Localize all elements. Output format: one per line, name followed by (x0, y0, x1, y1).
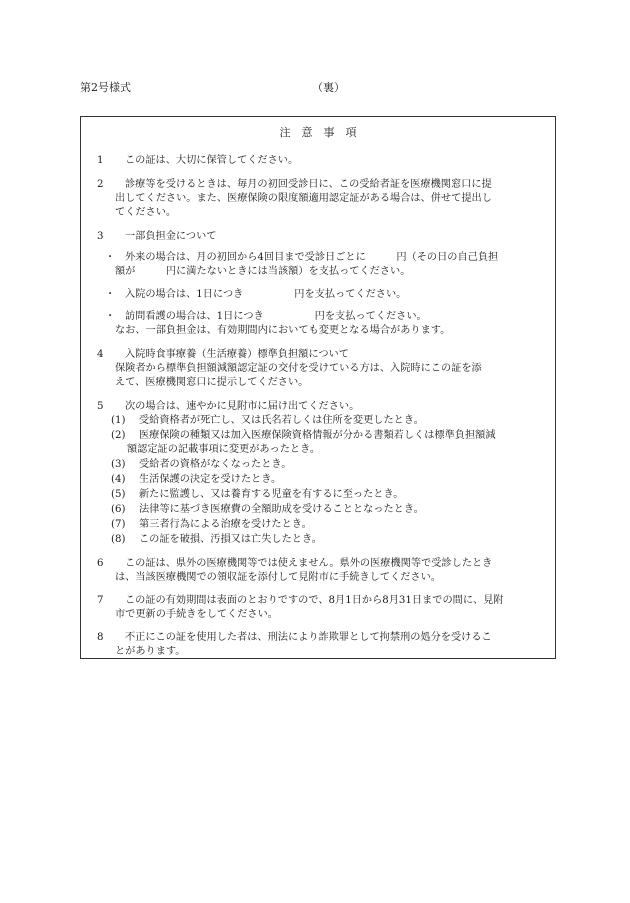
bullet-text: 外来の場合は、月の初回から4回目まで受診日ごとに 円（その日の自己負担 (125, 252, 499, 263)
sub-item-text: 額認定証の記載事項に変更があったとき。 (127, 444, 321, 455)
bullet-mark: ・ (105, 252, 116, 263)
form-number: 第2号様式 (80, 81, 131, 94)
sub-item-text: 生活保護の決定を受けたとき。 (139, 474, 282, 485)
sub-item-number: (7) (111, 519, 126, 530)
item-number: 1 (97, 155, 104, 166)
item-text: えて、医療機関窓口に提示してください。 (115, 377, 309, 388)
sub-item-text: 受給資格者が死亡し、又は氏名若しくは住所を変更したとき。 (139, 415, 424, 426)
item-number: 5 (97, 401, 104, 412)
item-number: 4 (97, 349, 104, 360)
item-text: とがあります。 (115, 646, 186, 657)
item-text: 一部負担金について (125, 231, 217, 242)
item-text: 不正にこの証を使用した者は、刑法により詐欺罪として拘禁刑の処分を受けるこ (125, 632, 492, 643)
sub-item-number: (3) (111, 459, 126, 470)
bullet-text: 額が 円に満たないときには当該額）を支払ってください。 (115, 266, 411, 277)
sub-item-number: (8) (111, 534, 126, 545)
sub-item-text: 法律等に基づき医療費の全額助成を受けることとなったとき。 (139, 504, 424, 515)
sub-item-text: 第三者行為による治療を受けたとき。 (139, 519, 312, 530)
reverse-side-label: （裏） (312, 81, 345, 94)
bullet-mark: ・ (105, 289, 116, 300)
sub-item-number: (2) (111, 430, 126, 441)
bullet-text: なお、一部負担金は、有効期間内においても変更となる場合があります。 (115, 325, 451, 336)
item-text: この証の有効期間は表面のとおりですので、8月1日から8月31日までの間に、見附 (125, 595, 504, 606)
notice-title: 注 意 事 項 (279, 126, 357, 139)
item-text: 次の場合は、速やかに見附市に届け出てください。 (125, 401, 360, 412)
item-text: この証は、大切に保管してください。 (125, 155, 299, 166)
sub-item-text: 医療保険の種類又は加入医療保険資格情報が分かる書類若しくは標準負担額減 (139, 430, 496, 441)
sub-item-number: (1) (111, 415, 126, 426)
sub-item-number: (5) (111, 489, 126, 500)
notice-box (80, 116, 556, 659)
item-number: 3 (97, 231, 104, 242)
item-text: 出してください。また、医療保険の限度額適用認定証がある場合は、併せて提出し (115, 193, 492, 204)
item-text: 診療等を受けるときは、毎月の初回受診日に、この受給者証を医療機関窓口に提 (125, 179, 492, 190)
sub-item-number: (4) (111, 474, 126, 485)
item-text: この証は、県外の医療機関等では使えません。県外の医療機関等で受診したとき (125, 558, 493, 569)
item-text: は、当該医療機関での領収証を添付して見附市に手続きしてください。 (115, 572, 441, 583)
item-text: てください。 (115, 207, 177, 218)
item-text: 入院時食事療養（生活療養）標準負担額について (125, 349, 349, 360)
item-text: 市で更新の手続きをしてください。 (115, 609, 278, 620)
item-number: 8 (97, 632, 104, 643)
item-text: 保険者から標準負担額減額認定証の交付を受けている方は、入院時にこの証を添 (115, 363, 482, 374)
bullet-mark: ・ (105, 311, 116, 322)
sub-item-number: (6) (111, 504, 126, 515)
bullet-text: 入院の場合は、1日につき 円を支払ってください。 (125, 289, 407, 300)
sub-item-text: 受給者の資格がなくなったとき。 (139, 459, 292, 470)
sub-item-text: この証を破損、汚損又は亡失したとき。 (139, 534, 322, 545)
item-number: 7 (97, 595, 104, 606)
item-number: 2 (97, 179, 104, 190)
sub-item-text: 新たに監護し、又は養育する児童を有するに至ったとき。 (139, 489, 404, 500)
item-number: 6 (97, 558, 104, 569)
bullet-text: 訪問看護の場合は、1日につき 円を支払ってください。 (125, 311, 427, 322)
